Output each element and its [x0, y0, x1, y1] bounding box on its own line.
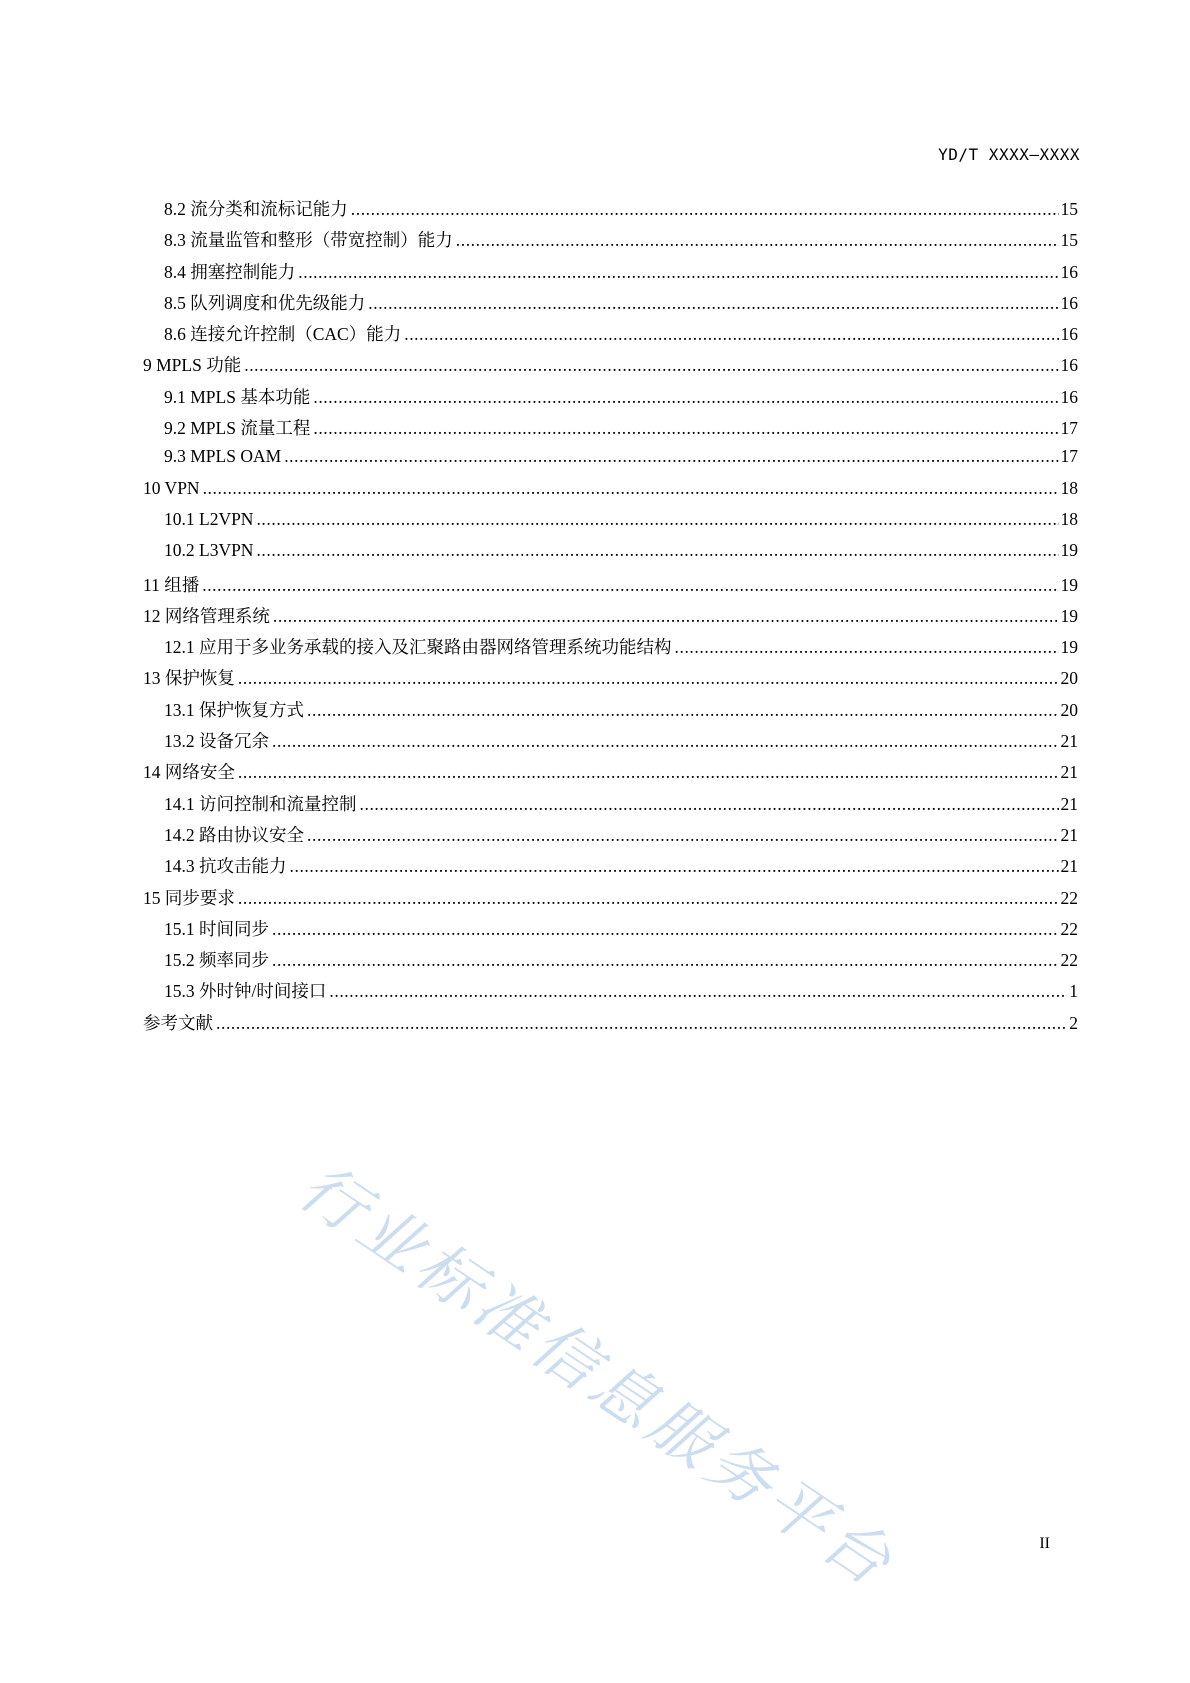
- toc-entry-page: 22: [1060, 918, 1078, 939]
- toc-entry-title: 14 网络安全: [143, 762, 235, 783]
- toc-dot-leader: [272, 950, 1059, 971]
- toc-entry-page: 16: [1060, 355, 1078, 376]
- toc-entry-page: 18: [1060, 508, 1078, 529]
- toc-entry-page: 1: [1069, 981, 1078, 1002]
- toc-dot-leader: [307, 700, 1059, 721]
- toc-dot-leader: [256, 540, 1058, 561]
- document-code: YD/T XXXX—XXXX: [938, 145, 1080, 164]
- toc-entry[interactable]: [143, 822, 1078, 853]
- toc-entry-title: 13.2 设备冗余: [164, 731, 269, 752]
- toc-entry-page: 16: [1060, 261, 1078, 282]
- toc-entry-title: 9.1 MPLS 基本功能: [164, 386, 311, 407]
- toc-entry-title: 15.3 外时钟/时间接口: [164, 981, 327, 1002]
- toc-entry[interactable]: [143, 916, 1078, 947]
- toc-entry-page: 21: [1060, 731, 1078, 752]
- toc-entry[interactable]: [143, 853, 1078, 884]
- toc-entry-page: 16: [1060, 386, 1078, 407]
- toc-entry-title: 10.1 L2VPN: [164, 508, 254, 529]
- toc-entry[interactable]: [143, 321, 1078, 352]
- toc-entry[interactable]: [143, 665, 1078, 696]
- toc-entry[interactable]: [143, 478, 1078, 509]
- toc-entry-page: 20: [1060, 699, 1078, 720]
- toc-entry-title: 8.6 连接允许控制（CAC）能力: [164, 324, 402, 345]
- toc-entry[interactable]: [143, 446, 1078, 477]
- page-number: II: [1039, 1535, 1050, 1552]
- toc-entry-page: 22: [1060, 950, 1078, 971]
- toc-dot-leader: [307, 825, 1059, 846]
- toc-entry[interactable]: [143, 728, 1078, 759]
- toc-entry-page: 18: [1060, 477, 1078, 498]
- toc-entry-page: 16: [1060, 324, 1078, 345]
- toc-entry-page: 17: [1060, 446, 1078, 467]
- toc-dot-leader: [238, 888, 1059, 909]
- toc-entry-title: 13.1 保护恢复方式: [164, 699, 304, 720]
- toc-entry-title: 8.2 流分类和流标记能力: [164, 199, 348, 219]
- toc-entry-page: 2: [1069, 1012, 1078, 1033]
- toc-dot-leader: [272, 919, 1059, 940]
- toc-dot-leader: [238, 668, 1059, 689]
- toc-entry[interactable]: [143, 227, 1078, 258]
- toc-entry-page: 19: [1060, 605, 1078, 626]
- toc-entry-title: 12.1 应用于多业务承载的接入及汇聚路由器网络管理系统功能结构: [164, 637, 672, 658]
- toc-entry-title: 参考文献: [143, 1012, 213, 1033]
- toc-dot-leader: [329, 981, 1067, 1002]
- toc-dot-leader: [256, 509, 1058, 530]
- toc-entry[interactable]: [143, 540, 1078, 571]
- toc-dot-leader: [238, 762, 1059, 783]
- toc-dot-leader: [351, 199, 1059, 220]
- toc-dot-leader: [273, 606, 1059, 627]
- toc-dot-leader: [272, 731, 1059, 752]
- toc-dot-leader: [216, 1013, 1067, 1034]
- toc-entry-title: 14.1 访问控制和流量控制: [164, 793, 357, 814]
- toc-entry[interactable]: [143, 352, 1078, 383]
- toc-entry[interactable]: [143, 791, 1078, 822]
- toc-dot-leader: [313, 418, 1058, 439]
- toc-dot-leader: [360, 794, 1059, 815]
- toc-entry-page: 19: [1060, 637, 1078, 658]
- toc-entry-page: 16: [1060, 292, 1078, 313]
- toc-entry-title: 15.2 频率同步: [164, 950, 269, 971]
- toc-dot-leader: [284, 446, 1058, 467]
- toc-entry-title: 14.3 抗攻击能力: [164, 856, 287, 877]
- toc-entry-title: 8.4 拥塞控制能力: [164, 261, 296, 282]
- toc-dot-leader: [290, 856, 1059, 877]
- toc-entry-page: 17: [1060, 418, 1078, 439]
- table-of-contents: [143, 196, 1078, 1041]
- toc-dot-leader: [313, 387, 1058, 408]
- toc-entry[interactable]: [143, 290, 1078, 321]
- toc-entry[interactable]: [143, 947, 1078, 978]
- toc-dot-leader: [203, 478, 1059, 499]
- toc-entry-title: 9.3 MPLS OAM: [164, 446, 282, 467]
- toc-dot-leader: [202, 575, 1058, 596]
- toc-entry-title: 12 网络管理系统: [143, 605, 270, 626]
- toc-entry-page: 19: [1060, 574, 1078, 595]
- toc-entry[interactable]: [143, 415, 1078, 446]
- toc-entry-page: 21: [1060, 793, 1078, 814]
- toc-entry-title: 11 组播: [143, 574, 200, 595]
- toc-entry-title: 15 同步要求: [143, 887, 235, 908]
- toc-entry[interactable]: [143, 634, 1078, 665]
- toc-dot-leader: [244, 355, 1058, 376]
- toc-dot-leader: [298, 262, 1058, 283]
- toc-entry[interactable]: [143, 603, 1078, 634]
- toc-entry[interactable]: [143, 259, 1078, 290]
- toc-entry-title: 13 保护恢复: [143, 668, 235, 689]
- toc-entry-title: 10.2 L3VPN: [164, 540, 254, 561]
- toc-entry[interactable]: [143, 509, 1078, 540]
- toc-entry-title: 9.2 MPLS 流量工程: [164, 418, 311, 439]
- toc-dot-leader: [404, 324, 1058, 345]
- watermark: 行业标准信息服务平台: [285, 1150, 908, 1604]
- toc-entry[interactable]: [143, 759, 1078, 790]
- toc-entry[interactable]: [143, 572, 1078, 603]
- toc-entry[interactable]: [143, 1010, 1078, 1041]
- toc-entry-title: 10 VPN: [143, 477, 200, 498]
- toc-entry[interactable]: [143, 196, 1078, 227]
- toc-dot-leader: [368, 293, 1058, 314]
- toc-entry-title: 9 MPLS 功能: [143, 355, 242, 376]
- toc-entry[interactable]: [143, 978, 1078, 1009]
- toc-entry[interactable]: [143, 697, 1078, 728]
- toc-entry-title: 14.2 路由协议安全: [164, 824, 304, 845]
- toc-entry-title: 15.1 时间同步: [164, 918, 269, 939]
- toc-entry-page: 20: [1060, 668, 1078, 689]
- toc-entry-page: 22: [1060, 887, 1078, 908]
- toc-entry-page: 21: [1060, 762, 1078, 783]
- toc-entry[interactable]: [143, 885, 1078, 916]
- toc-entry-page: 19: [1060, 540, 1078, 561]
- toc-entry-page: 15: [1060, 199, 1078, 219]
- toc-entry-title: 8.3 流量监管和整形（带宽控制）能力: [164, 230, 453, 251]
- toc-entry-title: 8.5 队列调度和优先级能力: [164, 292, 366, 313]
- toc-entry-page: 15: [1060, 230, 1078, 251]
- toc-dot-leader: [675, 637, 1059, 658]
- toc-dot-leader: [456, 230, 1059, 251]
- toc-entry-page: 21: [1060, 824, 1078, 845]
- toc-entry[interactable]: [143, 384, 1078, 415]
- toc-entry-page: 21: [1060, 856, 1078, 877]
